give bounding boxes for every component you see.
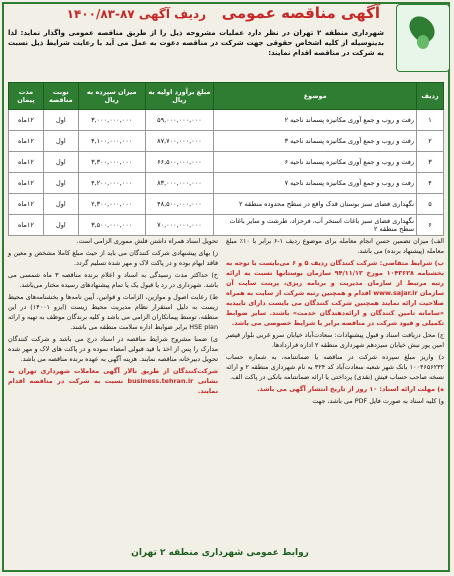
- table-cell: ۸۳,۰۰۰,۰۰۰,۰۰۰: [145, 173, 214, 194]
- condition-paragraph: ز) بهای پیشنهادی شرکت کنندگان می باید از حیث مبلغ کاملا مشخص و معین و فاقد ابهام بوده و در پاکت لاک و مهر شده تسلیم گردد.: [8, 249, 218, 267]
- intro-text: شهرداری منطقه ۲ تهران در نظر دارد عملیات مشروحه ذیل را از طریق مناقصه عمومی واگذار نماید: لذا بدینوسیله از کلیه اشخاص حقوقی جهت شرکت در مناقصه دعوت به عمل می آید با رعایت شرایط ذیل نسبت به شرکت در مناقصه اقدام نمایند:: [8, 29, 384, 57]
- condition-paragraph: ه) مهلت ارائه اسناد: ۱۰ روز از تاریخ انتشار آگهی می باشد.: [257, 385, 444, 393]
- col-header: مدت پیمان: [9, 83, 44, 110]
- ad-title: [67, 4, 380, 22]
- col-header: میزان سپرده به ریال: [78, 83, 145, 110]
- municipality-logo-icon: [396, 4, 450, 72]
- table-cell: اول: [43, 173, 78, 194]
- table-cell: ۴,۱۰۰,۰۰۰,۰۰۰: [78, 131, 145, 152]
- ad-header: [6, 4, 446, 30]
- table-cell: ۴,۲۰۰,۰۰۰,۰۰۰: [78, 173, 145, 194]
- table-cell: ۳: [417, 152, 444, 173]
- table-cell: ۵: [417, 194, 444, 215]
- col-header: نوبت مناقصه: [43, 83, 78, 110]
- condition-paragraph: شرکت‌کنندگان از طریق تالار آگهی معاملات شهرداری تهران به نشانی business.tehran.ir نسبت به شرکت در مناقصه اقدام نمایند.: [8, 367, 218, 395]
- table-cell: ۳,۳۰۰,۰۰۰,۰۰۰: [78, 152, 145, 173]
- table-cell: ۱۲ماه: [9, 152, 44, 173]
- table-cell: اول: [43, 110, 78, 131]
- table-cell: ۱۲ماه: [9, 131, 44, 152]
- condition-paragraph: ی) ضمنا مشروح شرایط مناقصه در اسناد درج می باشد و شرکت کنندگان مدارک را پس از اخذ با قید قبولی امضاء نموده و در پاکت های لاک و مهر شده تحویل دبیرخانه مناقصه نمایند. هزینه آگهی به عهده برنده مناقصه می باشد.: [8, 335, 218, 363]
- table-cell: ۵۹,۰۰۰,۰۰۰,۰۰۰: [145, 110, 214, 131]
- condition-paragraph: و) کلیه اسناد به صورت فایل PDF می باشد، جهت: [312, 397, 444, 405]
- table-cell: نگهداری فضای سبز باغات استخر آب، فرحزاد، طرشت و سایر باغات سطح منطقه ۲: [214, 215, 417, 236]
- table-cell: ۷۰,۰۰۰,۰۰۰,۰۰۰: [145, 215, 214, 236]
- table-row: [9, 110, 444, 131]
- table-cell: ۱۲ماه: [9, 215, 44, 236]
- table-cell: اول: [43, 131, 78, 152]
- table-cell: رفت و روب و جمع آوری مکانیزه پسماند ناحیه ۳: [214, 131, 417, 152]
- table-cell: ۳,۰۰۰,۰۰۰,۰۰۰: [78, 110, 145, 131]
- table-cell: رفت و روب و جمع آوری مکانیزه پسماند ناحیه ۲: [214, 110, 417, 131]
- table-cell: رفت و روب و جمع آوری مکانیزه پسماند ناحیه ۷: [214, 173, 417, 194]
- table-cell: ۴: [417, 173, 444, 194]
- table-row: [9, 215, 444, 236]
- table-cell: ۶۶,۵۰۰,۰۰۰,۰۰۰: [145, 152, 214, 173]
- conditions-right-column: [226, 236, 444, 408]
- table-cell: اول: [43, 194, 78, 215]
- col-header: موضوع: [214, 83, 417, 110]
- table-cell: ۶: [417, 215, 444, 236]
- condition-paragraph: ط) رعایت اصول و موازین، الزامات و قوانین، آیین نامه‌ها و بخشنامه‌های محیط زیست به دلیل استقرار نظام مدیریت محیط زیست (ایزو ۱۴۰۰۱) در این منطقه، توسط پیمانکاران الزامی می باشد و کلیه برندگان موظف به تهیه و ارائه HSE plan برابر ضوابط اداره سلامت منطقه می باشند.: [8, 293, 218, 331]
- table-row: [9, 131, 444, 152]
- table-cell: ۲,۳۰۰,۰۰۰,۰۰۰: [78, 194, 145, 215]
- table-cell: نگهداری فضای سبز بوستان قدک واقع در سطح محدوده منطقه ۲: [214, 194, 417, 215]
- table-row: [9, 194, 444, 215]
- table-cell: اول: [43, 215, 78, 236]
- condition-paragraph: الف) میزان تضمین حسن انجام معامله برای موضوع ردیف ۱-۶ برابر با ۱۰٪ مبلغ معامله (پیشنهاد برنده) می باشد.: [226, 237, 444, 255]
- table-cell: ۱۲ماه: [9, 110, 44, 131]
- table-cell: رفت و روب و جمع آوری مکانیزه پسماند ناحیه ۶: [214, 152, 417, 173]
- table-cell: اول: [43, 152, 78, 173]
- table-cell: ۱۲ماه: [9, 173, 44, 194]
- table-header-row: [9, 83, 444, 110]
- table-cell: ۳,۵۰۰,۰۰۰,۰۰۰: [78, 215, 145, 236]
- conditions-section: [8, 236, 444, 546]
- table-cell: ۱۲ماه: [9, 194, 44, 215]
- table-cell: ۱: [417, 110, 444, 131]
- title-ref: ردیف آگهی ۸۷-۱۴۰۰/۸۳: [66, 7, 207, 21]
- col-header: مبلغ برآورد اولیه به ریال: [145, 83, 214, 110]
- tender-table: [8, 82, 444, 236]
- conditions-left-column: [8, 236, 218, 398]
- table-row: [9, 152, 444, 173]
- title-main: آگهی مناقصه عمومی: [221, 4, 380, 22]
- condition-paragraph: ب) شرایط متقاضی: شرکت کنندگان ردیف ۵ و ۶ می‌بایست با توجه به بخشنامه ۱۰۴۳۶۲۸ مورخ ۹۴/۱۱/۱۳ سازمان بوستانها نسبت به ارائه رتبه مرتبط از سازمان مدیریت و برنامه ریزی، پرینت سایت آن سازمان www.sajar.ir اقدام و همچنین رتبه شرکت از سایت به همراه صلاحیت ارائه نمایند همچنین شرکت کنندگان می بایست دارای تاییدیه «سامانه تامین کنندگان و ارائه‌دهندگان خدمت» باشند. سایر ضوابط تکمیلی و قیود شرکت در مناقصه برابر با شرایط خصوصی می باشد.: [226, 259, 445, 327]
- footer-signature: روابط عمومی شهرداری منطقه ۲ تهران: [131, 548, 309, 558]
- table-cell: ۸۷,۷۰۰,۰۰۰,۰۰۰: [145, 131, 214, 152]
- condition-paragraph: تحویل اسناد همراه داشتن فلش مموری الزامی است.: [76, 237, 218, 245]
- condition-paragraph: ح) حداکثر مدت رسیدگی به اسناد و اعلام برنده مناقصه ۳ ماه شمسی می باشد. شهرداری در رد یا قبول یک یا تمام پیشنهادهای رسیده مختار می‌باشد.: [8, 271, 219, 289]
- col-header: ردیف: [417, 83, 444, 110]
- condition-paragraph: ج) محل دریافت اسناد و قبول پیشنهادات: سعادت‌آباد خیابان سرو غربی بلوار قیصر امین پور نبش خیابان سیزدهم شهرداری منطقه ۲ اداره قراردادها.: [226, 331, 444, 349]
- table-cell: ۴۸,۵۰۰,۰۰۰,۰۰۰: [145, 194, 214, 215]
- table-cell: ۲: [417, 131, 444, 152]
- table-row: [9, 173, 444, 194]
- condition-paragraph: د) واریز مبلغ سپرده شرکت در مناقصه یا ضمانتنامه، به شماره حساب ۱۰۰۴۶۵۶۲۳۲ بانک شهر شعبه سعادت‌آباد کد ۳۲۴ به نام شهرداری منطقه ۲ و ارائه نسخه صاحب حساب فیش (نقدی) پرداختی یا ارائه ضمانتنامه بانکی در پاکت الف.: [226, 353, 444, 381]
